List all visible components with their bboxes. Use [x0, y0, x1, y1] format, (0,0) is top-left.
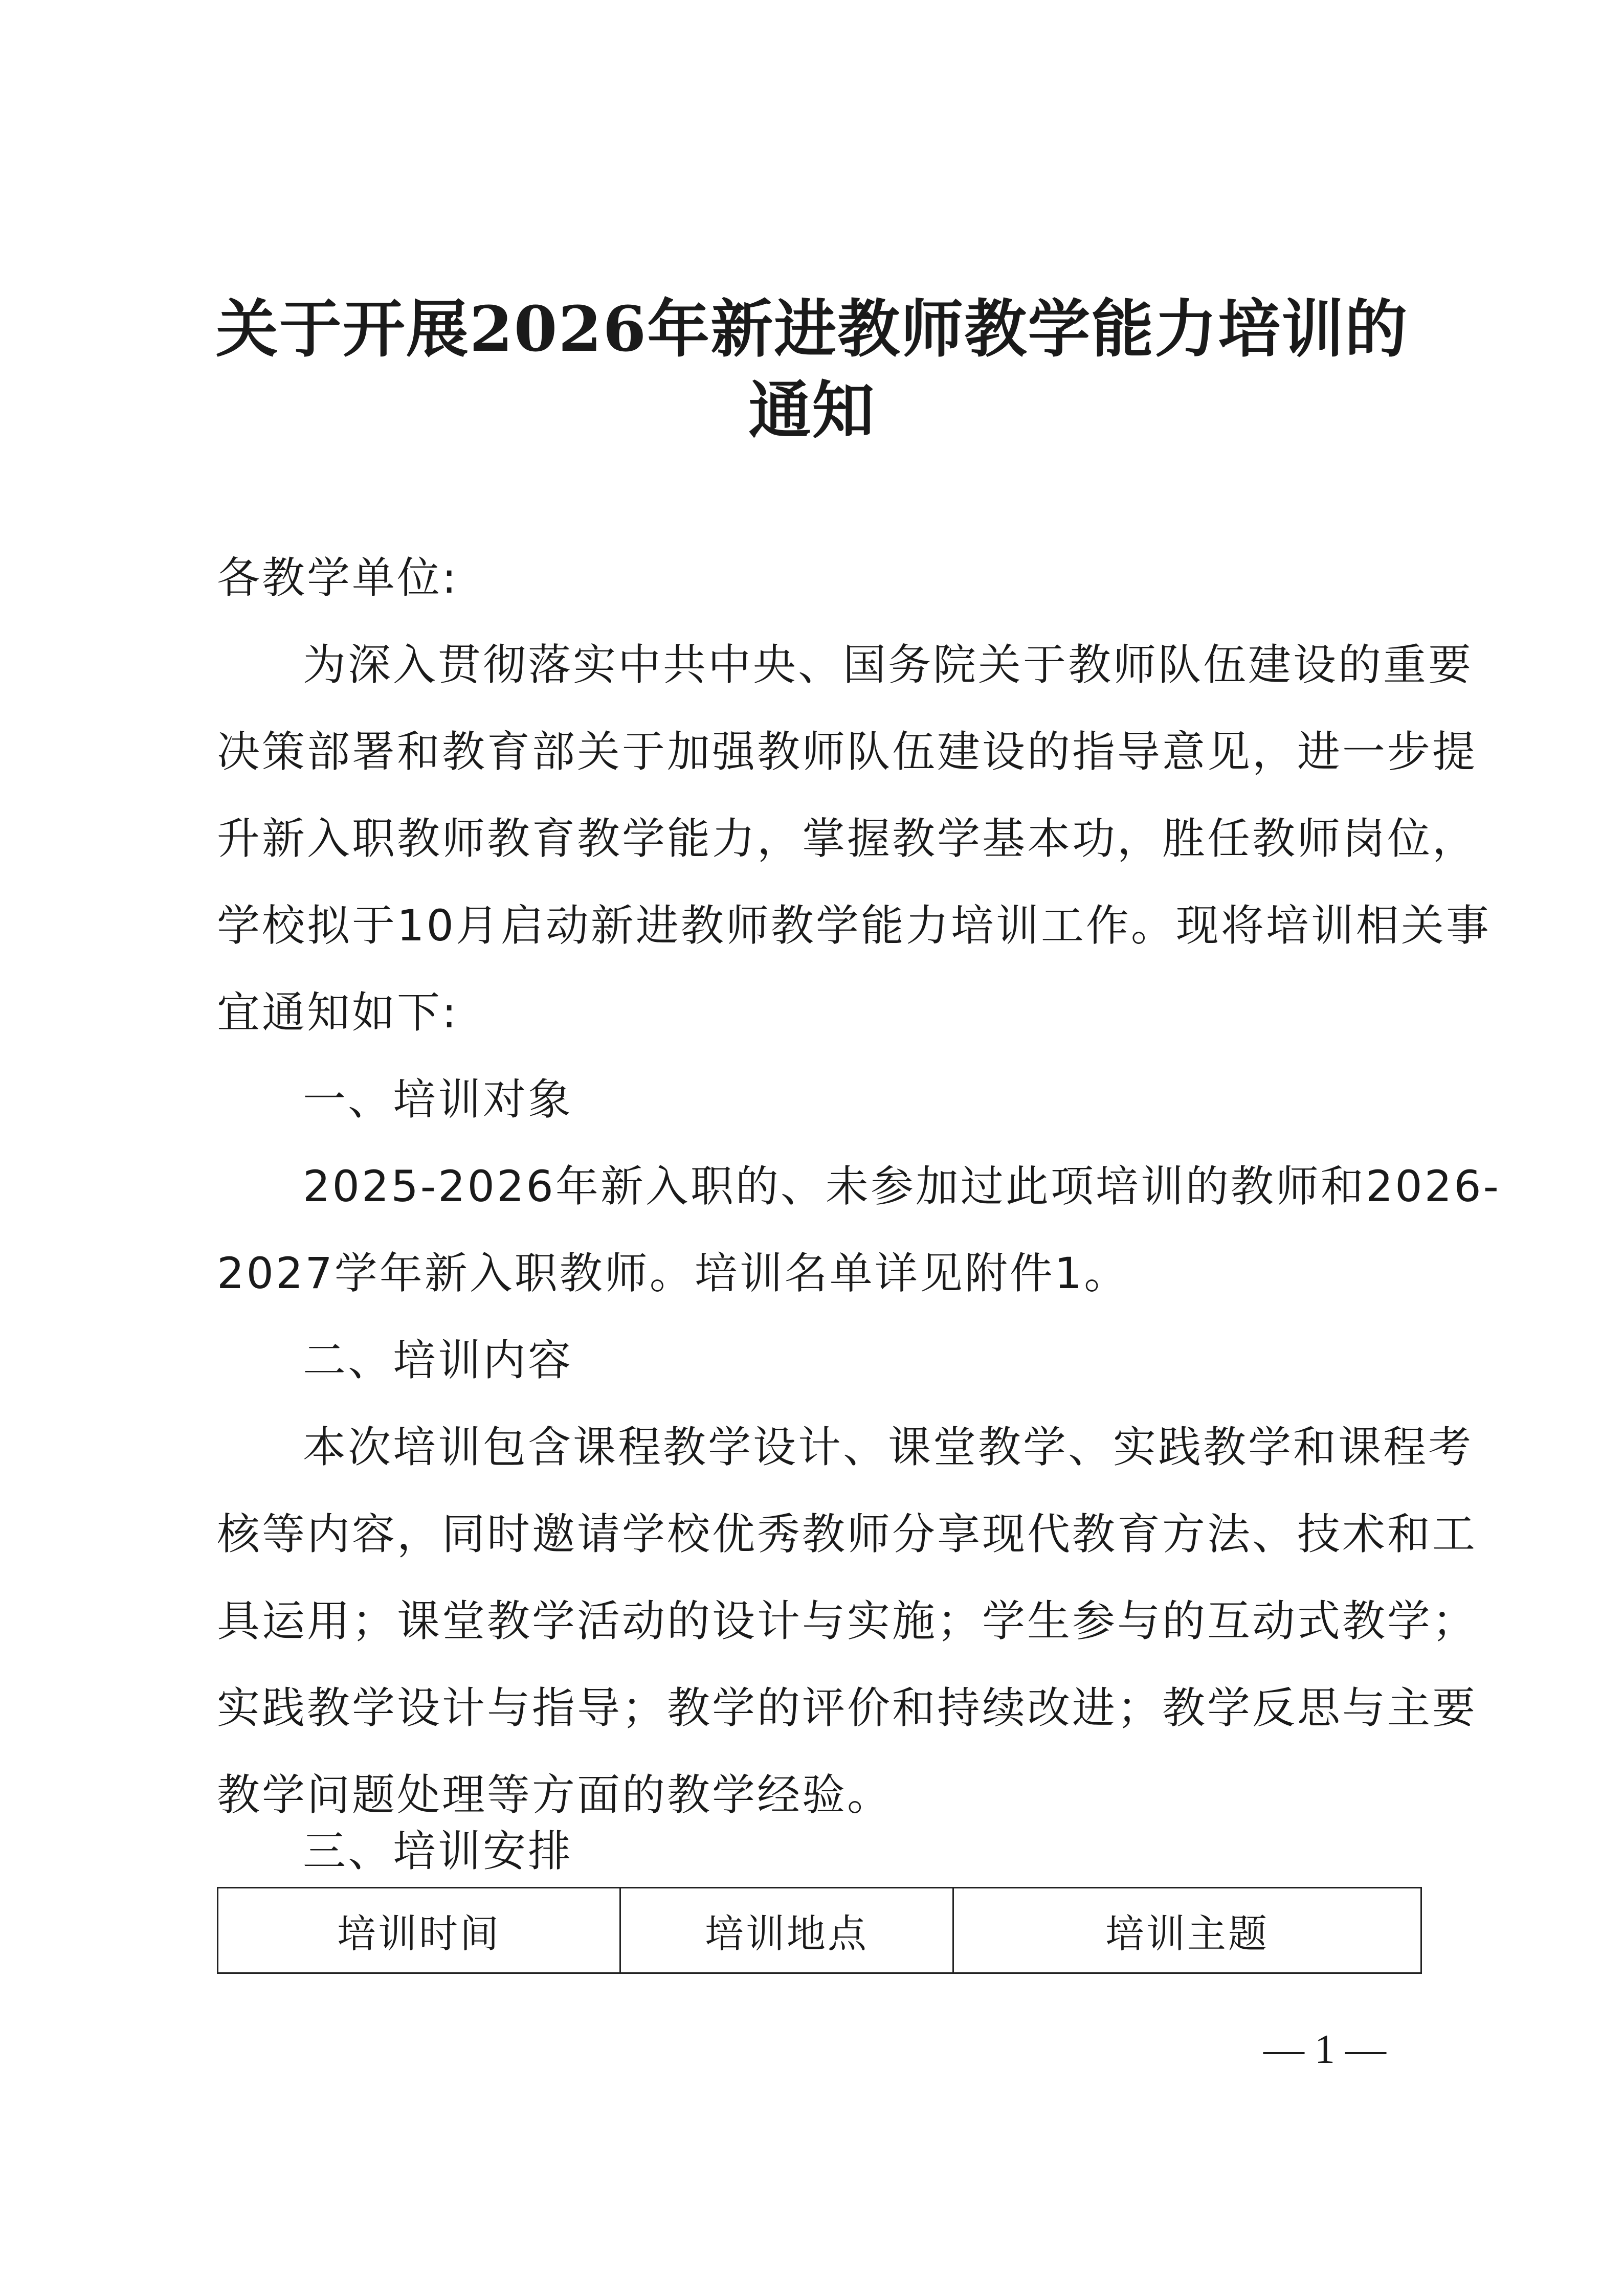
section-1-line-2: 2027学年新入职教师。培训名单详见附件1。 [217, 1248, 1129, 1298]
paragraph-1-line-4: 学校拟于10月启动新进教师教学能力培训工作。现将培训相关事 [217, 901, 1491, 951]
section-1-heading: 一、培训对象 [303, 1074, 573, 1124]
header-training-location: 培训地点 [620, 1888, 953, 1973]
section-2-line-4: 实践教学设计与指导；教学的评价和持续改进；教学反思与主要 [217, 1683, 1478, 1733]
header-training-topic: 培训主题 [953, 1888, 1421, 1973]
document-title-line-2: 通知 [748, 373, 876, 447]
section-2-line-5: 教学问题处理等方面的教学经验。 [217, 1770, 893, 1820]
paragraph-1-line-2: 决策部署和教育部关于加强教师队伍建设的指导意见，进一步提 [217, 727, 1478, 777]
header-training-time: 培训时间 [218, 1888, 620, 1973]
paragraph-1-line-3: 升新入职教师教育教学能力，掌握教学基本功，胜任教师岗位， [217, 814, 1478, 864]
section-2-heading: 二、培训内容 [303, 1335, 573, 1385]
section-1-line-1: 2025-2026年新入职的、未参加过此项培训的教师和2026- [303, 1161, 1501, 1211]
schedule-table-header-row [218, 1888, 1421, 1973]
document-title-line-1: 关于开展2026年新进教师教学能力培训的 [215, 292, 1409, 366]
schedule-table [217, 1887, 1422, 1974]
section-2-line-1: 本次培训包含课程教学设计、课堂教学、实践教学和课程考 [303, 1422, 1474, 1472]
paragraph-1-line-5: 宜通知如下: [217, 987, 459, 1038]
section-3-heading: 三、培训安排 [303, 1826, 573, 1876]
section-2-line-3: 具运用；课堂教学活动的设计与实施；学生参与的互动式教学； [217, 1596, 1478, 1646]
paragraph-1-line-1: 为深入贯彻落实中共中央、国务院关于教师队伍建设的重要 [303, 640, 1474, 690]
page-number: — 1 — [1263, 2027, 1386, 2072]
section-2-line-2: 核等内容，同时邀请学校优秀教师分享现代教育方法、技术和工 [217, 1509, 1478, 1559]
salutation: 各教学单位: [217, 553, 459, 603]
